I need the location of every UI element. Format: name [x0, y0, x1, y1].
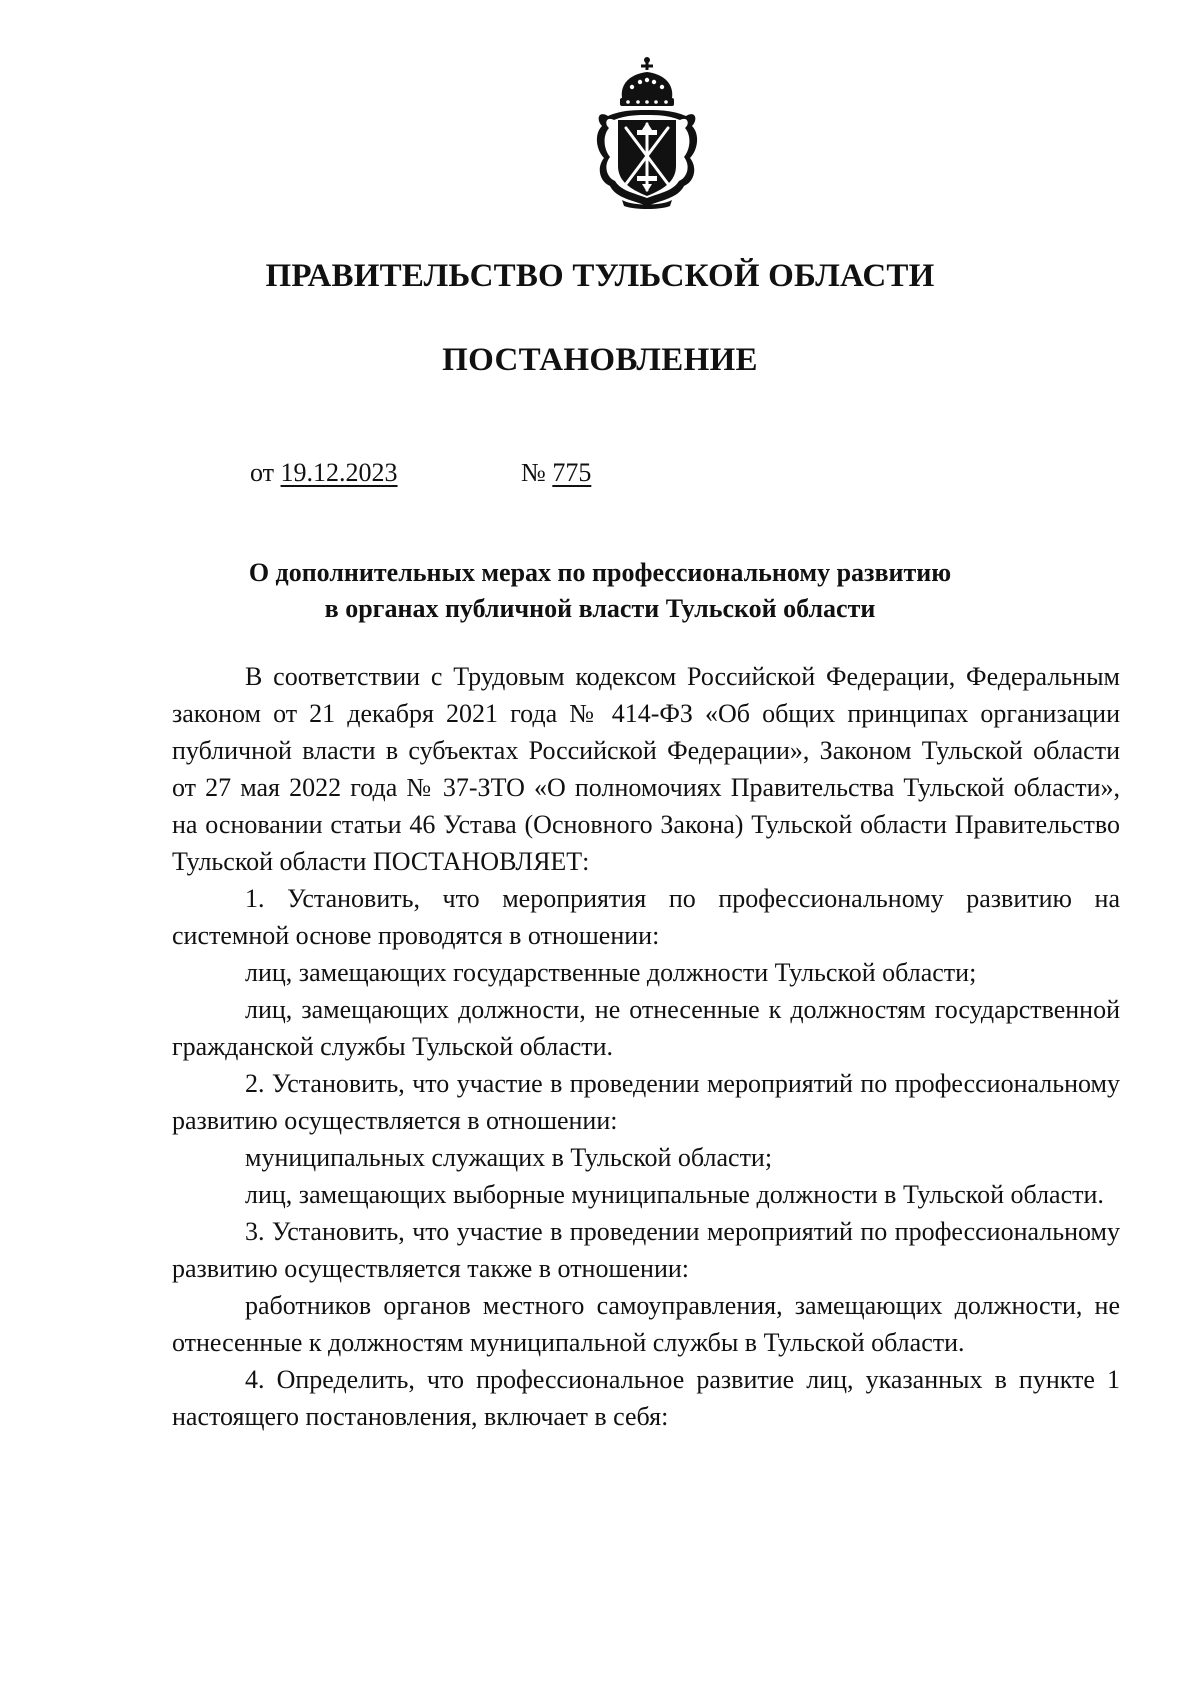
number-prefix: №	[521, 458, 553, 487]
clause-1-item-1: лиц, замещающих государственные должности Тульской области;	[245, 958, 977, 987]
clause-2-item-1: муниципальных служащих в Тульской области;	[245, 1143, 773, 1172]
subject-line-1: О дополнительных мерах по профессиональному развитию	[248, 558, 952, 587]
clause-2: 2. Установить, что участие в проведении мероприятий по профессиональному развитию осуществляется в отношении:	[172, 1069, 1120, 1135]
date-prefix: от	[250, 458, 281, 487]
clause-2-item-2: лиц, замещающих выборные муниципальные должности в Тульской области.	[245, 1180, 1104, 1209]
date-value: 19.12.2023	[280, 458, 398, 487]
subject-line-2: в органах публичной власти Тульской области	[324, 594, 876, 623]
document-number	[521, 458, 591, 488]
clause-4: 4. Определить, что профессиональное развитие лиц, указанных в пункте 1 настоящего постановления, включает в себя:	[172, 1365, 1120, 1431]
clause-1-item-2: лиц, замещающих должности, не отнесенные к должностям государственной гражданской службы Тульской области.	[172, 995, 1120, 1061]
document-body	[172, 658, 1120, 1435]
document-subject	[100, 555, 1100, 627]
clause-3-item-1: работников органов местного самоуправления, замещающих должности, не отнесенные к должностям муниципальной службы в Тульской области.	[172, 1291, 1120, 1357]
clause-3: 3. Установить, что участие в проведении мероприятий по профессиональному развитию осуществляется также в отношении:	[172, 1217, 1120, 1283]
document-date	[250, 458, 398, 488]
document-type: ПОСТАНОВЛЕНИЕ	[442, 342, 758, 378]
coat-of-arms-icon	[592, 54, 702, 210]
number-value: 775	[552, 458, 592, 487]
clause-1: 1. Установить, что мероприятия по профессиональному развитию на системной основе проводятся в отношении:	[172, 884, 1120, 950]
organization-title: ПРАВИТЕЛЬСТВО ТУЛЬСКОЙ ОБЛАСТИ	[265, 258, 935, 294]
preamble-paragraph: В соответствии с Трудовым кодексом Российской Федерации, Федеральным законом от 21 декабря 2021 года № 414-ФЗ «Об общих принципах организации публичной власти в субъектах Российской Федерации», Законом Тульской области от 27 мая 2022 года № 37-ЗТО «О полномочиях Правительства Тульской области», на основании статьи 46 Устава (Основного Закона) Тульской области Правительство Тульской области ПОСТАНОВЛЯЕТ:	[172, 662, 1120, 876]
